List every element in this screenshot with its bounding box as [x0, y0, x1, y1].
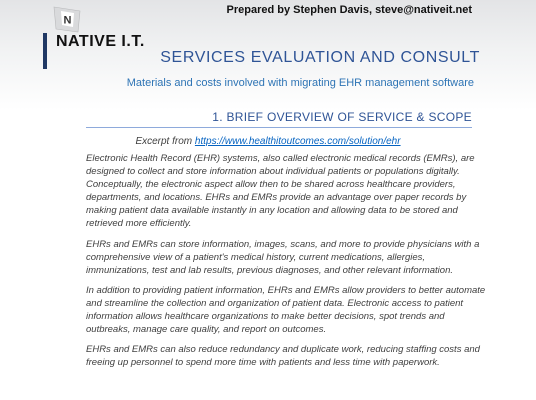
brand-name: NATIVE I.T. [56, 33, 145, 50]
section-heading: 1. BRIEF OVERVIEW OF SERVICE & SCOPE [212, 110, 472, 124]
document-subtitle: Materials and costs involved with migrating EHR management software [126, 77, 474, 89]
source-link[interactable]: https://www.healthitoutcomes.com/solution/ehr [194, 136, 401, 147]
body-paragraph: In addition to providing patient information, EHRs and EMRs allow providers to better automate and streamline the collection and organization of patient data. Electronic access to patient information allows healthcare organizations to make better decisions, spot trends and outbreaks, manage care quality, and report on outcomes. [86, 284, 486, 336]
section-body [86, 152, 486, 376]
accent-bar [43, 33, 47, 69]
logo-letter: N [63, 14, 72, 27]
native-it-logo-icon [52, 5, 82, 33]
prepared-by: Prepared by Stephen Davis, steve@nativeit.net [226, 4, 472, 16]
body-paragraph: EHRs and EMRs can store information, images, scans, and more to provide physicians with a comprehensive view of a patient's medical history, current medications, allergies, immunizations, test and lab results, previous diagnoses, and other relevant information. [86, 238, 480, 276]
excerpt-prefix: Excerpt from [135, 136, 195, 147]
excerpt-line [0, 136, 536, 147]
body-paragraph: EHRs and EMRs can also reduce redundancy and duplicate work, reducing staffing costs and freeing up personnel to spend more time with patients and less time with paperwork. [86, 344, 480, 369]
body-paragraph: Electronic Health Record (EHR) systems, also called electronic medical records (EMRs), are designed to collect and store information about individual patients or populations digitally. Conceptually, the electronic aspect allow then to be shared across healthcare providers, departments, and locations. EHRs and EMRs provide an advantage over paper records by making patient data available instantly in any location and allowing data to be stored and retrieved more efficiently. [86, 153, 475, 230]
section-divider [86, 127, 472, 128]
document-title: SERVICES EVALUATION AND CONSULT [160, 49, 480, 66]
